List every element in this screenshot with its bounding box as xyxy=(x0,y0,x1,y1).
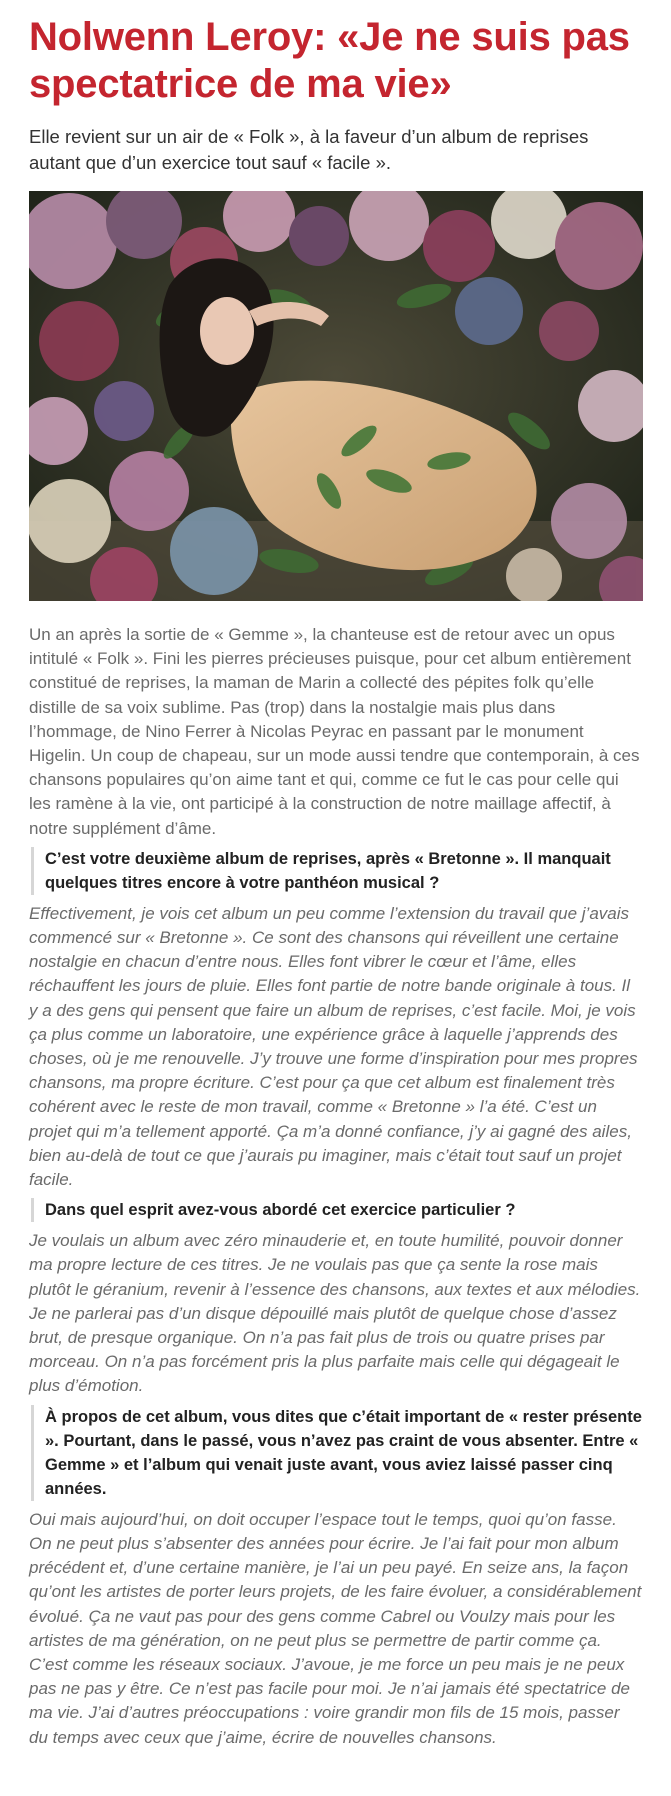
interview-question-3: À propos de cet album, vous dites que c’était important de « rester présente ». Pourtant, dans le passé, vous n’avez pas craint de vous absenter. Entre « Gemme » et l’album qui venait juste avant, vous aviez laissé passer cinq années. xyxy=(31,1405,642,1501)
interview-question-2: Dans quel esprit avez-vous abordé cet exercice particulier ? xyxy=(31,1198,642,1222)
interview-answer-1: Effectivement, je vois cet album un peu comme l’extension du travail que j’avais commencé sur « Bretonne ». Ce sont des chansons qui réveillent une certaine nostalgie en chacun d’entre nous. Elles font vibrer le cœur et l’âme, elles réchauffent les jours de pluie. Elles font partie de notre bande originale à tous. Il y a des gens qui pensent que faire un album de reprises, c’est facile. Moi, je vois ça plus comme un laboratoire, une expérience grâce à laquelle j’apprends des choses, où je me renouvelle. J’y trouve une forme d’inspiration pour mes propres chansons, ma propre écriture. C’est pour ça que cet album est finalement très cohérent avec le reste de mon travail, comme « Bretonne » l’a été. C’est un projet qui m’a tellement apporté. Ça m’a donné confiance, j’y ai gagné des ailes, bien au-delà de tout ce que j’aurais pu imaginer, mais c’était tout sauf un projet facile. xyxy=(29,903,638,1190)
article-lead: Elle revient sur un air de « Folk », à la faveur d’un album de reprises autant que d’un exercice tout sauf « facile ». xyxy=(29,126,589,173)
article-intro: Un an après la sortie de « Gemme », la chanteuse est de retour avec un opus intitulé « Folk ». Fini les pierres précieuses puisque, pour cet album entièrement constitué de reprises, la maman de Marin a collecté des pépites folk qu’elle distille de sa voix sublime. Pas (trop) dans la nostalgie mais plus dans l’hommage, de Nino Ferrer à Nicolas Peyrac en passant par le monument Higelin. Un coup de chapeau, sur un mode aussi tendre que contemporain, à ces chansons populaires qu’on aime tant et qui, comme ce fut le cas pour celle qui les ramène à la vie, ont participé à la construction de notre maillage affectif, à notre supplément d’âme. xyxy=(29,625,640,838)
interview-answer-2: Je voulais un album avec zéro minauderie et, en toute humilité, pouvoir donner ma propre lecture de ces titres. Je ne voulais pas que ça sente la rose mais plutôt le géranium, revenir à l’essence des chansons, aux textes et aux mélodies. Je ne parlerai pas d’un disque dépouillé mais plutôt de quelque chose d’assez brut, de presque organique. On n’a pas fait plus de trois ou quatre prises par morceau. On n’a pas forcément pris la plus parfaite mais celle qui dégageait le plus d’émotion. xyxy=(29,1231,641,1396)
article-photo xyxy=(29,191,643,601)
interview-question-1: C’est votre deuxième album de reprises, après « Bretonne ». Il manquait quelques titres encore à votre panthéon musical ? xyxy=(31,847,642,895)
singer-among-flowers-image xyxy=(29,191,643,601)
article-title: Nolwenn Leroy: «Je ne suis pas spectatrice de ma vie» xyxy=(29,15,630,106)
interview-answer-3: Oui mais aujourd’hui, on doit occuper l’espace tout le temps, quoi qu’on fasse. On ne peut plus s’absenter des années pour écrire. Je l’ai fait pour mon album précédent et, d’une certaine manière, je l’ai un peu payé. En seize ans, la façon qu’ont les artistes de porter leurs projets, de les faire évoluer, a considérablement évolué. Ça ne vaut pas pour des gens comme Cabrel ou Voulzy mais pour les artistes de ma génération, on ne peut plus se permettre de partir comme ça. C’est comme les réseaux sociaux. J’avoue, je me force un peu mais je ne peux pas ne pas y être. Ce n’est pas facile pour moi. Je n’ai jamais été spectatrice de ma vie. J’ai d’autres préoccupations : voire grandir mon fils de 15 mois, passer du temps avec ceux que j’aime, écrire de nouvelles chansons. xyxy=(29,1509,642,1747)
